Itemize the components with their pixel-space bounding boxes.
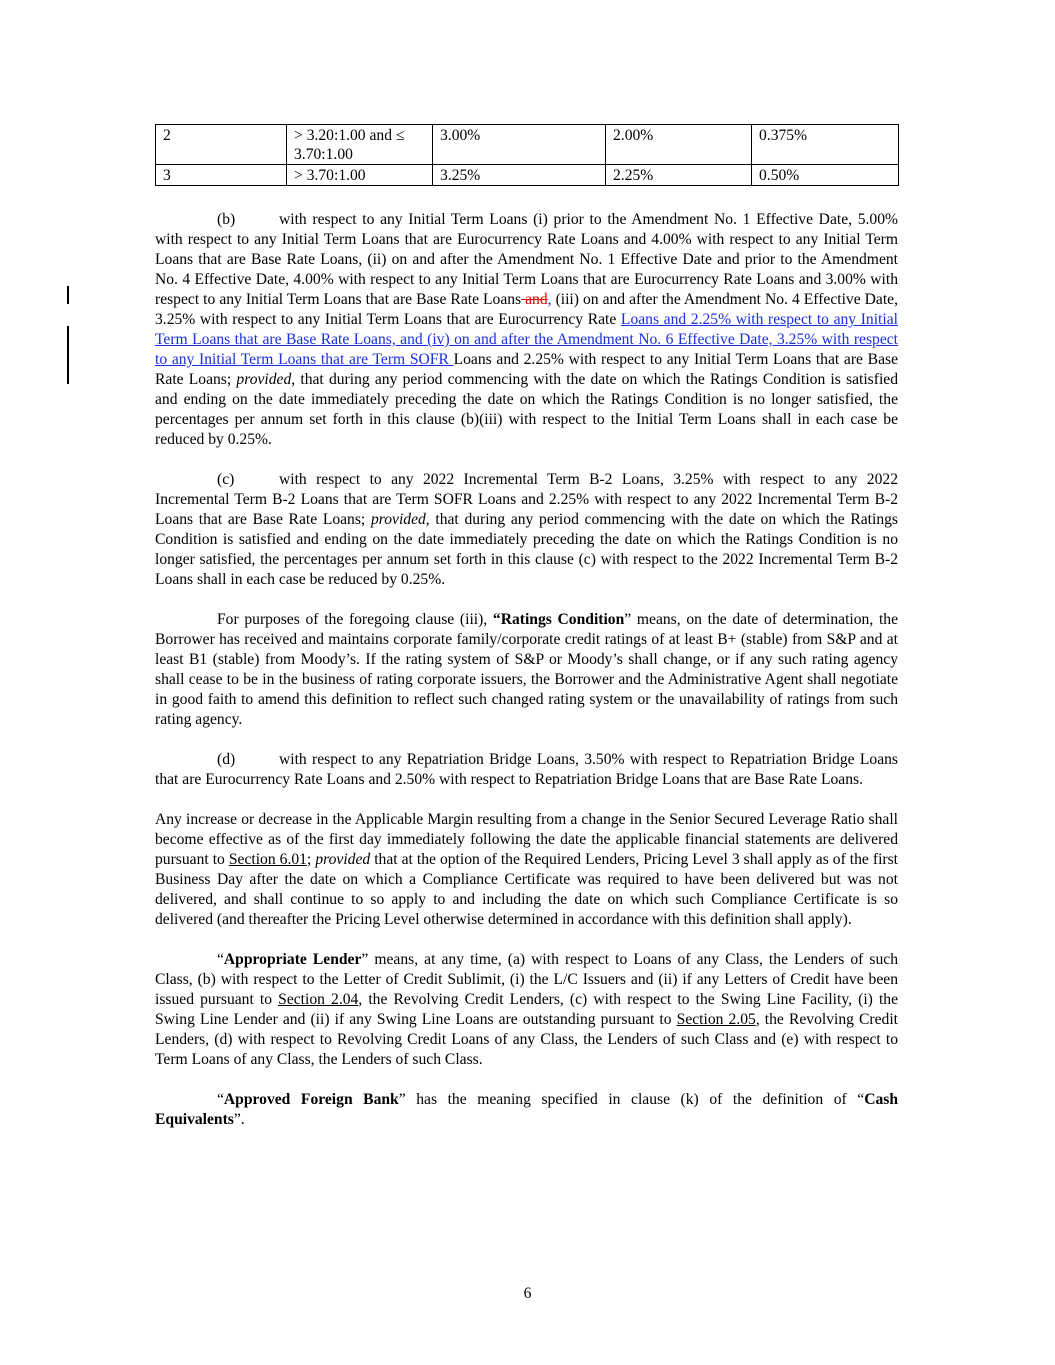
table-cell: 0.50% — [752, 165, 899, 186]
pricing-table — [155, 124, 899, 186]
page-number: 6 — [523, 1285, 532, 1302]
table-cell: 0.375% — [752, 125, 899, 165]
table-cell: 3.25% — [433, 165, 606, 186]
ratings-condition-definition: For purposes of the foregoing clause (iii), “Ratings Condition” means, on the date of determination, the Borrower has received and maintains corporate family/corporate credit ratings of at least B+ (stable) from S&P and at least B1 (stable) from Moody’s. If the rating system of S&P or Moody’s shall change, or if any such rating agency shall cease to be in the business of rating corporate issuers, the Borrower and the Administrative Agent shall negotiate in good faith to amend this definition to reflect such changed rating system or the unavailability of ratings from such rating agency. — [155, 611, 898, 728]
clause-label: (d) — [217, 751, 236, 768]
section-reference: Section 6.01 — [228, 851, 307, 868]
deleted-text: and — [521, 291, 548, 308]
table-cell: 3 — [156, 165, 287, 186]
appropriate-lender-definition: “Appropriate Lender” means, at any time, (a) with respect to Loans of any Class, the Lenders of such Class, (b) with respect to the Letter of Credit Sublimit, (i) the L/C Issuers and (ii) if any Letters of Credit have been issued pursuant to Section 2.04, the Revolving Credit Lenders, (c) with respect to the Swing Line Facility, (i) the Swing Line Lender and (ii) if any Swing Line Loans are outstanding pursuant to Section 2.05, the Revolving Credit Lenders, (d) with respect to Revolving Credit Loans of any Class, the Lenders of such Class and (e) with respect to Term Loans of any Class, the Lenders of such Class. — [155, 951, 899, 1068]
clause-d: (d) with respect to any Repatriation Bridge Loans, 3.50% with respect to Repatriation Bridge Loans that are Eurocurrency Rate Loans and 2.50% with respect to Repatriation Bridge Loans that are Base Rate Loans. — [155, 751, 898, 788]
table-cell: > 3.20:1.00 and ≤ 3.70:1.00 — [287, 125, 433, 165]
applicable-margin-paragraph: Any increase or decrease in the Applicable Margin resulting from a change in the Senior Secured Leverage Ratio shall become effective as of the first day immediately following the date the applicable financial statements are delivered pursuant to Section 6.01; provided that at the option of the Required Lenders, Pricing Level 3 shall apply as of the first Business Day after the date on which a Compliance Certificate was required to have been delivered but was not delivered, and shall continue to so apply to and including the date on which such Compliance Certificate is so delivered (and thereafter the Pricing Level otherwise determined in accordance with this definition shall apply). — [155, 811, 898, 928]
inserted-text: , — [547, 291, 552, 308]
inserted-text: Loans and 2.25% with respect to any Initial Term Loans that are Base Rate Loans, and (iv) on and after the Amendment No. 6 Effective Date, 3.25% with respect to any Initial Term Loans that are Term SOFR — [155, 311, 898, 368]
table-cell: 2 — [156, 125, 287, 165]
change-bar — [67, 286, 69, 304]
table-row — [156, 165, 899, 186]
clause-label: (b) — [217, 211, 236, 228]
section-reference: Section 2.04 — [278, 991, 359, 1008]
defined-term: Cash Equivalents — [155, 1091, 898, 1128]
document-page — [155, 124, 898, 1130]
table-cell: > 3.70:1.00 — [287, 165, 433, 186]
defined-term: Approved Foreign Bank — [223, 1091, 399, 1108]
defined-term: Appropriate Lender — [223, 951, 362, 968]
defined-term: “Ratings Condition — [492, 611, 625, 628]
approved-foreign-bank-definition: “Approved Foreign Bank” has the meaning specified in clause (k) of the definition of “Cash Equivalents”. — [155, 1091, 898, 1128]
table-cell: 2.00% — [606, 125, 752, 165]
table-cell: 3.00% — [433, 125, 606, 165]
clause-c: (c) with respect to any 2022 Incremental Term B-2 Loans, 3.25% with respect to any 2022 Incremental Term B-2 Loans that are Term SOFR Loans and 2.25% with respect to any 2022 Incremental Term B-2 Loans that are Base Rate Loans; provided, that during any period commencing with the date on which the Ratings Condition is satisfied and ending on the date immediately preceding the date on which the Ratings Condition is no longer satisfied, the percentages per annum set forth in this clause (c) with respect to the 2022 Incremental Term B-2 Loans shall in each case be reduced by 0.25%. — [155, 471, 898, 588]
table-cell: 2.25% — [606, 165, 752, 186]
change-bar — [67, 326, 69, 384]
clause-label: (c) — [217, 471, 235, 488]
section-reference: Section 2.05 — [676, 1011, 756, 1028]
table-row — [156, 125, 899, 165]
clause-b: (b) with respect to any Initial Term Loans (i) prior to the Amendment No. 1 Effective Date, 5.00% with respect to any Initial Term Loans that are Eurocurrency Rate Loans and 4.00% with respect to any Initial Term Loans that are Base Rate Loans, (ii) on and after the Amendment No. 1 Effective Date and prior to the Amendment No. 4 Effective Date, 4.00% with respect to any Initial Term Loans that are Eurocurrency Rate Loans and 3.00% with respect to any Initial Term Loans that are Base Rate Loans and, (iii) on and after the Amendment No. 4 Effective Date, 3.25% with respect to any Initial Term Loans that are Eurocurrency Rate Loans and 2.25% with respect to any Initial Term Loans that are Base Rate Loans, and (iv) on and after the Amendment No. 6 Effective Date, 3.25% with respect to any Initial Term Loans that are Term SOFR Loans and 2.25% with respect to any Initial Term Loans that are Base Rate Loans; provided, that during any period commencing with the date on which the Ratings Condition is satisfied and ending on the date immediately preceding the date on which the Ratings Condition is no longer satisfied, the percentages per annum set forth in this clause (b)(iii) with respect to the Initial Term Loans shall in each case be reduced by 0.25%. — [155, 211, 898, 448]
